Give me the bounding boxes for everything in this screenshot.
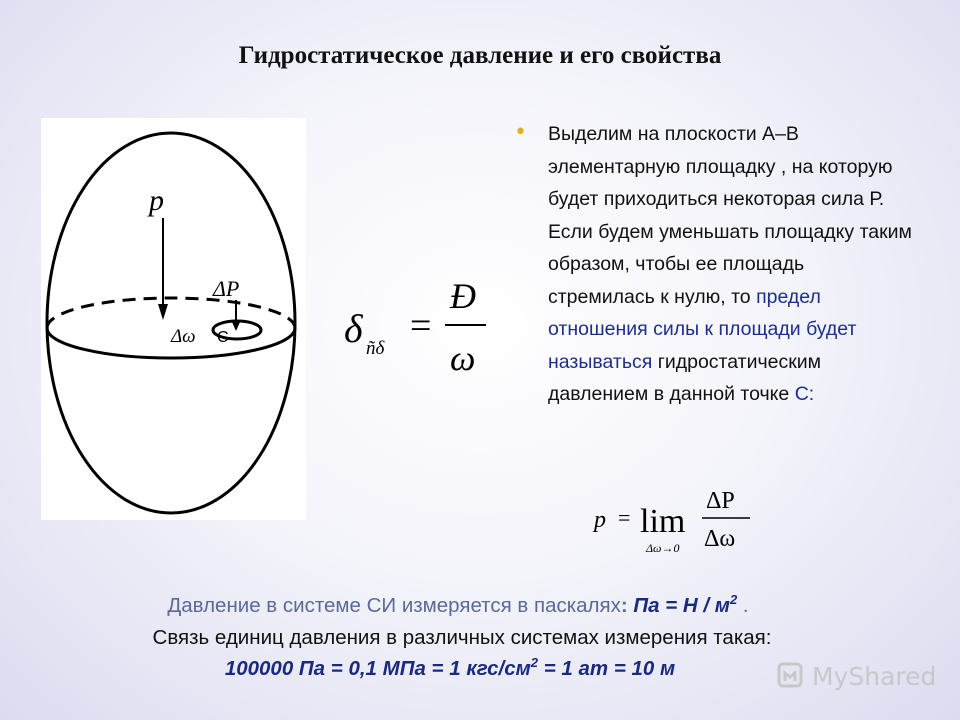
watermark-text: MyShared bbox=[812, 661, 937, 691]
si-units-value: Па = Н / м bbox=[633, 594, 730, 617]
si-units-formula bbox=[633, 594, 737, 617]
slide-title: Гидростатическое давление и его свойства bbox=[238, 42, 722, 69]
formula-equals: = bbox=[410, 305, 432, 347]
lim-subscript: Δω→0 bbox=[646, 541, 680, 555]
label-p: p bbox=[149, 184, 164, 217]
plane-back-dashed bbox=[47, 298, 295, 328]
bullet-text-part1: Выделим на плоскости А–В элементарную площадку , на которую будет приходиться некоторая сила Р. Если будем уменьшать площадку таким образом, чтобы ее площадь стремилась к нулю, то bbox=[548, 123, 912, 308]
units-conversion-line bbox=[0, 657, 900, 681]
conversion-part-a: 100000 Па = 0,1 МПа = 1 кгс/см bbox=[224, 657, 531, 680]
lim-denominator: Δω bbox=[704, 526, 736, 552]
limit-formula bbox=[588, 482, 758, 562]
si-units-text: Давление в системе СИ измеряется в паскалях bbox=[167, 594, 621, 617]
label-delta-omega: Δω bbox=[171, 326, 196, 347]
label-delta-p: ΔP bbox=[213, 276, 240, 301]
pressure-formula bbox=[340, 272, 490, 382]
formula-lhs: δ bbox=[344, 306, 363, 351]
ellipsoid-diagram bbox=[41, 118, 306, 520]
bullet-dot-icon: • bbox=[514, 120, 527, 145]
watermark bbox=[776, 656, 936, 696]
ellipsoid-figure bbox=[41, 118, 306, 520]
bullet-text-part3: гидростатическим давлением в данной точке bbox=[548, 350, 822, 405]
lim-numerator: ΔP bbox=[706, 488, 735, 514]
lim-lhs: p bbox=[594, 507, 606, 533]
bullet-text bbox=[548, 118, 913, 411]
si-units-line bbox=[8, 594, 908, 618]
ellipsoid-outline bbox=[47, 133, 295, 513]
si-units-sup: 2 bbox=[729, 592, 738, 607]
si-units-colon: : bbox=[620, 594, 634, 617]
force-p-arrowhead bbox=[158, 304, 168, 320]
bullet-text-part2: предел отношения силы к площади будет называться bbox=[548, 285, 857, 373]
formula-lhs-sub: ñδ bbox=[366, 338, 385, 359]
formula-denominator: ω bbox=[450, 338, 476, 378]
conversion-sup: 2 bbox=[530, 655, 539, 670]
label-c: C bbox=[217, 329, 229, 346]
units-relation-line: Связь единиц давления в различных системах измерения такая: bbox=[152, 626, 772, 649]
bullet-text-part4: С: bbox=[794, 383, 815, 405]
watermark-logo-icon bbox=[776, 661, 806, 691]
conversion-part-b: = 1 ат = 10 м bbox=[538, 657, 676, 680]
lim-equals: = bbox=[618, 505, 631, 530]
lim-word: lim bbox=[640, 503, 686, 540]
si-units-tail: . bbox=[737, 594, 749, 617]
delta-p-arrowhead bbox=[232, 322, 240, 331]
formula-numerator: Đ bbox=[450, 276, 476, 316]
